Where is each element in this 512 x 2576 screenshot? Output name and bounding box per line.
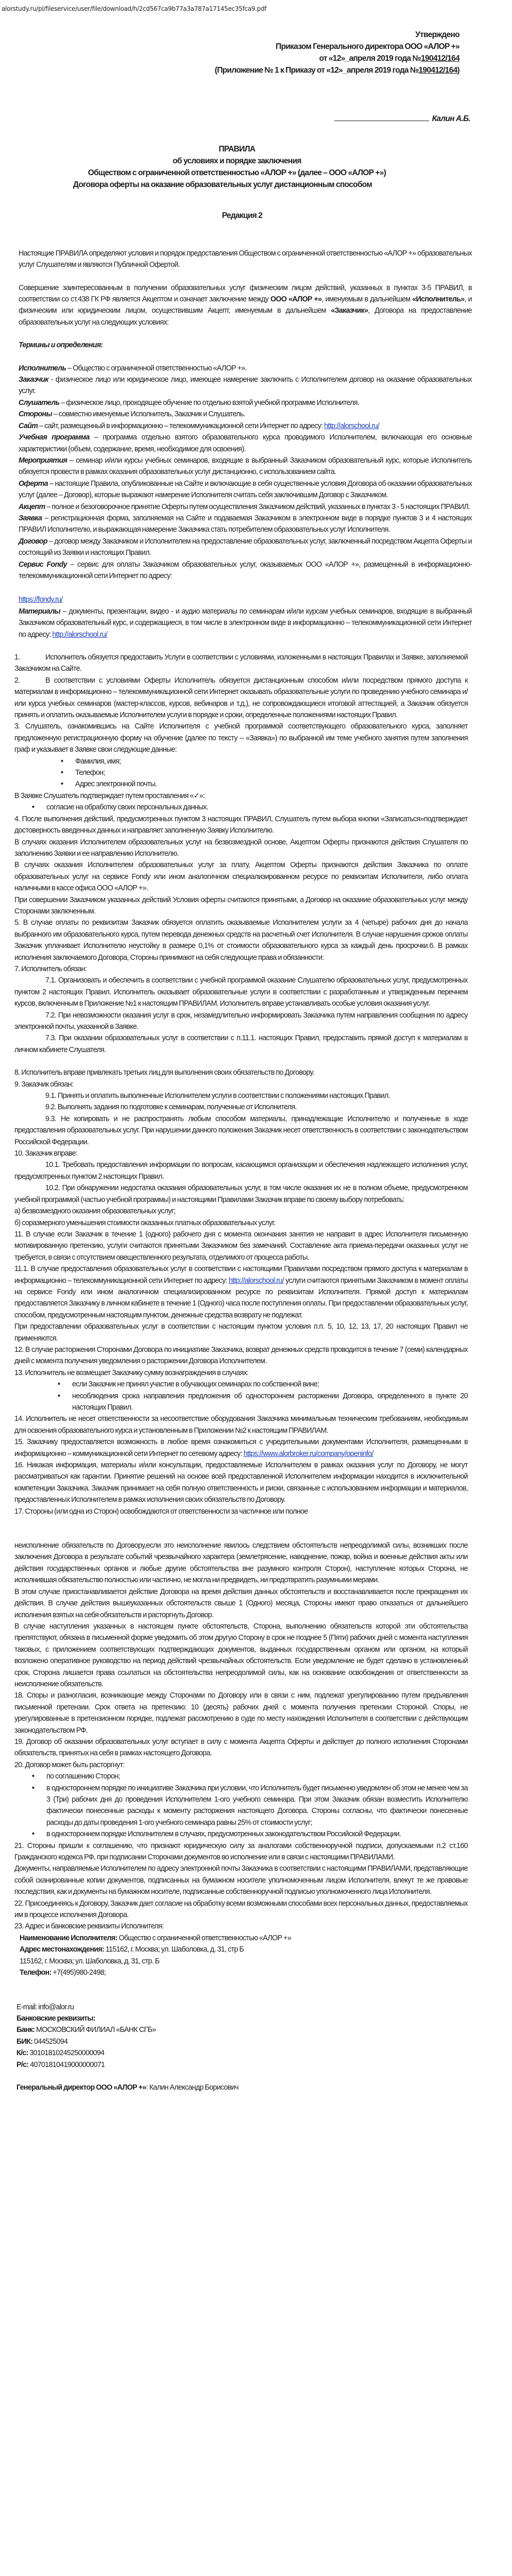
item-11-1: 11.1. В случае предоставления образовательных услуг в соответствии с настоящими Правилами посредством прямого доступа к материалам в информационно – телекоммуникационной сети Интернет по адресу: http://alorschool.ru/ услуги считаются принятыми Заказчиком в момент оплаты на сервисе Fondy или ином аналогичном специализированном ресурсе по реквизитам Исполнителя. Прямой доступ к материалам предоставляется Заказчику в личном кабинете в течение 1 (Одного) часа после поступления оплаты. При предоставлении образовательных услуг, способом, предусмотренным настоящим пунктом, денежные средства возврату не подлежат. [14,1265,468,1319]
requisite-rs: Р/с: 40701810419000000071 [16,2060,105,2069]
item-9-1: 9.1. Принять и оплатить выполненные Исполнителем услуги в соответствии с положениями настоящих Правил. [45,1092,390,1100]
site-link[interactable]: http://alorschool.ru/ [229,1276,284,1285]
list-item: • в одностороннем порядке по инициативе Заказчика при условии, что Исполнитель будет письменно уведомлен об этом не менее чем за 3 (Три) рабочих дня до проведения Исполнителем 1-ого учебного семинара. При этом Заказчик обязан возместить Исполнителю фактически понесенные расходы к моменту расторжения настоящего Договора. Стороны согласны, что фактически понесенные расходы до даты проведения 1-ого учебного семинара равны 25% от стоимости услуг; [46,1783,468,1829]
item-4: 4. После выполнения действий, предусмотренных пунктом 3 настоящих ПРАВИЛ, Слушатель путем выбора кнопки «Записаться»подтверждает достоверность введенных данных и направляет заполненную Заявку Исполнителю. [14,815,468,835]
edition-label: Редакция 2 [221,211,263,221]
item-15: 15. Заказчику предоставляется возможность в любое время ознакомиться с учредительными документами Исполнителя, размещенными в информационно – коммуникационной сети Интернет по сетевому адресу: https://www.alorbroker.ru/company/openinfo/ [14,1438,468,1458]
item-2: 2. В соответствии с условиями Оферты Исполнитель обязуется дистанционным способом и/или посредством прямого доступа к материалам в информационно – телекоммуникационной сети Интернет оказывать образовательные услуги по проведению учебного семинара и/или курса учебных семинаров (мастер-классов, курсов, вебинаров и т.д.), не сопровождающиеся итоговой аттестацией, а Заказчик обязуется принять и оплатить оказываемые Исполнителем услуги в порядке и сроки, определенные положениями настоящих Правил. [14,676,468,720]
item-7: 7. Исполнитель обязан: [14,964,87,973]
bank-block [16,2002,468,2094]
site-link[interactable]: http://alorschool.ru/ [324,421,380,430]
requisites-block [20,1933,468,1979]
item-9: 9. Заказчик обязан: [14,1080,74,1089]
item-5: 5. В случае оплаты по реквизитам Заказчик обязуется оплатить оказываемые Исполнителем услуги за 4 (четыре) рабочих дня до начала выбранного им образовательного курса, путем перевода денежных средств на расчетный счет Исполнителя. В случае нарушения сроков оплаты Заказчик уплачивает Исполнителю неустойку в размере 0,1% от стоимости образовательного курса за каждый день просрочки.6. В рамках исполнения заключаемого Договора, Стороны принимают на себя следующие права и обязанности: [14,919,468,962]
item-23: 23. Адрес и банковские реквизиты Исполнителя: [14,1922,164,1931]
signature-line [0,113,470,125]
signatory-name: Калин А.Б. [432,114,470,123]
page-break [14,1517,468,1540]
list-item: • Телефон; [75,767,468,778]
title-main: ПРАВИЛА [218,145,255,154]
list-item: • в одностороннем порядке Исполнителем в случаях, предусмотренных законодательством Российской Федерации. [46,1828,468,1840]
item-22: 22. Присоединяясь к Договору, Заказчик дает согласие на обработку всеми возможными способами всех персональных данных, предоставляемых им в процессе исполнения Договора. [14,1899,468,1920]
term-item: Заявка – регистрационная форма, заполняемая на Сайте и подаваемая Заказчиком в электронном виде в порядке пунктов 3 и 4 настоящих ПРАВИЛ Исполнителю, и выражающая намерение Заказчика стать потребителем образовательных услуг Исполнителя. [19,514,472,534]
item-10-2: 10.2. При обнаружении недостатка оказания образовательных услуг, в том числе оказания их не в полном объеме, предусмотренном учебной программой (частью учебной программы) и настоящими Правилами Заказчик вправе по своему выбору потребовать: [14,1184,468,1204]
signature-underline [334,113,429,121]
item-4-paid: В случаях оказания Исполнителем образовательных услуг за плату, Акцептом Оферты признаются действия Заказчика по оплате образовательных услуг на сервисе Fondy или ином аналогичном специализированном ресурсе по реквизитам Исполнителя, либо оплата наличными в кассе офиса ООО «АЛОР +». [14,861,468,893]
requisite-name: Наименование Исполнителя: Общество с ограниченной ответственностью «АЛОР +» [20,1934,292,1942]
consent-list [14,802,468,813]
termination-list [14,1771,468,1840]
approval-line-2: Приказом Генерального директора ООО «АЛОР +» [276,42,459,51]
item-10: 10. Заказчик вправе: [14,1149,78,1158]
title-sub-1: об условиях и порядке заключения [173,157,301,166]
intro-paragraph-1: Настоящие ПРАВИЛА определяют условия и порядок предоставления Обществом с ограниченной ответственностью «АЛОР +» образовательных услуг Слушателям и являются Публичной Офертой. [19,249,472,269]
item-4-free: В случаях оказания Исполнителем образовательных услуг на безвозмездной основе, Акцептом Оферты признаются действия Слушателя по заполнению Заявки и ее направлению Исполнителю. [14,838,468,858]
application-fields-list [14,756,468,790]
item-13: 13. Исполнитель не возмещает Заказчику сумму вознаграждения в случаях: [14,1368,249,1377]
item-4-accept: При совершении Заказчиком указанных действий Условия оферты считаются принятыми, а Договор на оказание образовательных услуг между Сторонами заключенным. [14,895,468,916]
term-item: Слушатель – физическое лицо, проходящее обучение по отдельно взятой учебной программе Исполнителя. [19,398,360,407]
item-10-2-b: б) соразмерного уменьшения стоимости оказанных платных образовательных услуг. [14,1218,276,1227]
item-7-1: 7.1. Организовать и обеспечить в соответствии с учебной программой оказание Слушателю образовательных услуг, предусмотренных пунктом 2 настоящих Правил. Исполнитель оказывает образовательные услуги в соответствии с разработанным и утвержденным перечнем курсов, включенным в Приложение №1 к настоящим ПРАВИЛАМ. Исполнитель вправе устанавливать особые условия оказания услуг. [14,976,468,1008]
item-1: 1. Исполнитель обязуется предоставить Услуги в соответствии с условиями, изложенными в настоящих Правилах и Заявке, заполняемой Заказчиком на Сайте. [14,653,468,673]
item-16: 16. Никакая информация, материалы и/или консультации, предоставляемые Исполнителем в рамках оказания услуг по Договору, не могут рассматриваться как гарантии. Принятие решений на основе всей предоставленной Исполнителем информации находится в исключительной компетенции Заказчика. Заказчик принимает на себя полную ответственность и риски, связанные с использованием информации и материалов, предоставленных Исполнителем в рамках исполнения своих обязательств по Договору. [14,1461,468,1504]
director-line: Генеральный директор ООО «АЛОР +»: Калин Александр Борисович [16,2083,238,2092]
page-break [14,1979,468,2002]
term-item: Сервис Fondy – сервис для оплаты Заказчиком образовательных услуг, оказываемых ООО «АЛОР +», размещенный в информационно-телекоммуникационной сети Интернет по адресу: [19,560,472,580]
term-item: Учебная программа – программа отдельно взятого образовательного курса проводимого Исполнителем, включающая его основные характеристики (объем, содержание, время, необходимое для освоения). [19,433,472,453]
term-item: Мероприятия – семинар и/или курсы учебных семинаров, входящие в выбранный Заказчиком образовательный курс, которые Исполнитель обязуется провести в рамках оказания образовательных услуг дистанционно, с использованием сайта. [19,456,472,477]
item-7-3: 7.3. При оказании образовательных услуг в соответствии с п.11.1. настоящих Правил, предоставить прямой доступ к материалам в личном кабинете Слушателя. [14,1034,468,1054]
requisite-address: Адрес местонахождения: 115162, г. Москва; ул. Шаболовка, д. 31, стр Б [20,1945,244,1954]
requisite-ks: К/с: 30101810245250000094 [16,2049,105,2058]
term-item: Оферта – настоящие Правила, опубликованные на Сайте и включающие в себя существенные условия Договора об оказании образовательных услуг (далее – Договор), которые выражают намерение Исполнителя считать себя заключившим Договор с Заказчиком. [19,479,472,500]
list-item: • Фамилия, имя; [75,756,468,767]
item-9-2: 9.2. Выполнять задания по подготовке к семинарам, полученные от Исполнителя. [45,1103,297,1112]
fondy-link[interactable]: https://fondy.ru/ [19,596,63,604]
item-17-notice: В случае наступления указанных в настоящем пункте обстоятельств, Сторона, выполнению обязательств которой эти обстоятельства препятствуют, обязана в письменной форме уведомить об этом другую Сторону в срок не позднее 5 (Пяти) рабочих дней с момента наступления таковых, с приложением соответствующих подтверждающих документов, выданных государственным органом или органом, на который возложено оперативное руководство на период действий чрезвычайных обстоятельств. Если уведомление не будет сделано в установленный срок, Сторона лишается права ссылаться на обстоятельства непреодолимой силы, как на основание освобождения от ответственности за неисполнение обязательств. [14,1622,468,1688]
item-21-docs: Документы, направляемые Исполнителем по адресу электронной почты Заказчика в соответствии с настоящими ПРАВИЛАМИ, представляющие собой сканированные копии документов, подписанных на бумажном носителе уполномоченным лицом Исполнителя, влекут те же правовые последствия, как и документы на бумажном носителе, подписанные собственноручной подписью уполномоченного лица Исполнителя. [14,1865,468,1896]
term-item: Заказчик - физическое лицо или юридическое лицо, имеющее намерение заключить с Исполнителем договор на оказание образовательных услуг. [19,376,472,396]
item-20: 20. Договор может быть расторгнут: [14,1760,125,1769]
term-item: Акцепт – полное и безоговорочное принятие Оферты путем осуществления Заказчиком действий, указанных в пунктах 3 - 5 настоящих ПРАВИЛ. [19,502,470,511]
page-break [19,582,472,594]
item-10-1: 10.1. Требовать предоставления информации по вопросам, касающимся организации и обеспечения надлежащего исполнения услуг, предусмотренных пунктом 2 настоящих Правил. [14,1161,468,1181]
item-19: 19. Договор об оказании образовательных услуг вступает в силу с момента Акцепта Оферты и действует до полного исполнения Сторонами обязательств, принятых на себя в рамках настоящего Договора. [14,1737,468,1758]
list-item: • несоблюдения срока направления предложения об одностороннем расторжении Договора, определенного в пункте 20 настоящих Правил. [72,1391,468,1414]
item-17: 17. Стороны (или одна из Сторон) освобождаются от ответственности за частичное или полное [14,1507,308,1516]
title-sub-2: Обществом с ограниченной ответственностью «АЛОР +» (далее – ООО «АЛОР +») [88,168,386,178]
rules-items [14,652,468,2093]
document-body [0,18,512,2093]
bank-heading: Банковские реквизиты: [16,2014,95,2023]
term-item: Сайт – сайт, размещенный в информационно – телекоммуникационной сети Интернет по адресу: http://alorschool.ru/ [19,421,380,430]
item-12: 12. В случае расторжения Сторонами Договора по инициативе Заказчика, возврат денежных средств проводится в течение 7 (семи) календарных дней с момента получения уведомления о расторжении Договора Исполнителем. [14,1345,468,1366]
title-sub-3: Договора оферты на оказание образовательных услуг дистанционным способом [73,180,372,190]
order-number: 190412/164 [418,66,457,75]
site-link[interactable]: http://alorschool.ru/ [52,630,108,639]
no-refund-list [14,1379,468,1413]
intro-paragraph-2: Совершение заинтересованным в получении образовательных услуг физическим лицом действий, указанных в пунктах 3-5 ПРАВИЛ, в соответствии со ст.438 ГК РФ является Акцептом и означает заключение между ООО «АЛОР +», именуемым в дальнейшем «Исполнитель», и физическим или юридическим лицом, осуществившим Акцепт, именуемым в дальнейшем «Заказчик», Договора на предоставление образовательных услуг на следующих условиях: [19,283,472,327]
pdf-url: alorstudy.ru/pl/fileservice/user/file/download/h/2cd567ca9b77a3a787a17145ec35fca9.pdf [2,5,267,12]
approval-line-3: от «12»_апреля 2019 года №190412/164 [319,54,459,63]
list-item: • если Заказчик не принял участие в обучающих семинарах по собственной вине; [72,1379,468,1390]
list-item: • согласие на обработку своих персональных данных. [46,802,468,813]
requisite-phone: Телефон: +7(495)980-2498; [20,1969,106,1977]
item-17-suspension: В этом случае приостанавливается действие Договора на время действия данных обстоятельств и восстанавливается после прекращения их действия. В случае действия вышеуказанных обстоятельств свыше 1 (Одного) месяца, Стороны имеют право отказаться от дальнейшего исполнения взятых на себя обязательств и расторгнуть Договор. [14,1587,468,1619]
item-9-3: 9.3. Не копировать и не распространять любым способом материалы, принадлежащие Исполнителю и полученные в ходе предоставления образовательных услуг. При нарушении данного положения Заказчик несет ответственность в соответствии с законодательством Российской Федерации. [14,1114,468,1146]
document-title [0,143,474,191]
item-21: 21. Стороны пришли к соглашению, что признают юридическую силу за аналогами собственноручной подписи, допускаемыми п.2 ст.160 Гражданского кодекса РФ, при подписании Сторонами документов во исполнение или в связи с настоящими ПРАВИЛАМИ. [14,1841,468,1862]
list-item: • Адрес электронной почты. [75,778,468,790]
requisite-bik: БИК: 044525094 [16,2037,68,2046]
item-3-confirm: В Заявке Слушатель подтверждает путем проставления «✓»: [14,791,205,800]
requisite-bank: Банк: МОСКОВСКИЙ ФИЛИАЛ «БАНК СГБ» [16,2026,156,2035]
requisite-address-2: 115162, г. Москва; ул. Шаболовка, д. 31, стр. Б [20,1957,160,1965]
term-item: Стороны – совместно именуемые Исполнитель, Заказчик и Слушатель. [19,410,245,419]
item-14: 14. Исполнитель не несет ответственности за несоответствие оборудования Заказчика минимальным техническим требованиям, необходимым для освоения образовательного курса и установленным в Приложении №2 к настоящим ПРАВИЛАМ. [14,1415,468,1435]
item-10-2-a: а) безвозмездного оказания образовательных услуг; [14,1207,176,1216]
requisite-email: E-mail: info@alor.ru [16,2003,74,2011]
openinfo-link[interactable]: https://www.alorbroker.ru/company/openinfo/ [243,1449,373,1458]
order-number: 190412/164 [421,54,459,63]
item-3: 3. Слушатель, ознакомившись на Сайте Исполнителя с учебной программой соответствующего образовательного курса, заполняет предложенную регистрационную форму на обучение (далее по тексту – «Заявка») по выбранной им теме учебного занятия путем заполнения граф и указывает в Заявке свои следующие данные: [14,722,468,754]
item-7-2: 7.2. При невозможности оказания услуг в срок, незамедлительно информировать Заказчика путем направления сообщения по адресу электронной почты, указанной в Заявке. [14,1011,468,1031]
list-item: • по соглашению Сторон; [46,1771,468,1782]
approval-line-1: Утверждено [415,30,459,39]
approval-block [0,18,459,76]
item-8: 8. Исполнитель вправе привлекать третьих лиц для выполнения своих обязательств по Договору. [14,1069,314,1077]
item-11: 11. В случае если Заказчик в течение 1 (одного) рабочего дня с момента окончания занятия не направит в адрес Исполнителя письменную мотивированную претензию, услуги считаются принятыми Заказчиком без замечаний. Составление акта приема-передачи оказанных услуг не требуется, в связи с отсутствием овеществленного результата, отделимого от процесса работы. [14,1230,468,1262]
terms-list [19,363,472,640]
item-18: 18. Споры и разногласия, возникающие между Сторонами по Договору или в связи с ним, подлежат урегулированию путем предъявления письменной претензии. Срок ответа на претензию: 10 (десять) рабочих дней с момента получения претензии Стороной. Споры, не урегулированные в претензионном порядке, подлежат рассмотрению в суде по месту нахождения Исполнителя в соответствии с действующим законодательством РФ. [14,1691,468,1735]
approval-line-4: (Приложение № 1 к Приказу от «12»_апреля 2019 года №190412/164) [214,66,459,75]
term-item: Материалы – документы, презентации, видео - и аудио материалы по семинарам и/или курсам учебных семинаров, входящие в выбранный Заказчиком образовательный курс, и содержащиеся, в том числе в электронном виде в информационно – телекоммуникационной сети Интернет по адресу: http://alorschool.ru/ [19,607,472,639]
term-item: Исполнитель – Общество с ограниченной ответственностью «АЛОР +». [19,364,247,372]
terms-heading: Термины и определения: [19,341,103,350]
item-11-1-note: При предоставлении образовательных услуг в соответствии с настоящим пунктом условия п.п. 5, 10, 12, 13, 17, 20 настоящих Правил не применяются. [14,1323,468,1343]
item-17-cont: неисполнение обязательств по Договору,если это неисполнение явилось следствием обстоятельств непреодолимой силы, возникших после заключения Договора в результате событий чрезвычайного характера (землетрясение, наводнение, пожар, война и военные действия акты или действия государственных органов и любые другие обстоятельства вне разумного контроля Сторон), наступление которых Сторона, не исполнившая обязательство полностью или частично, не могла ни предвидеть, ни предотвратить разумными мерами. [14,1541,468,1585]
fondy-link-line [19,594,472,605]
term-item: Договор – договор между Заказчиком и Исполнителем на предоставление образовательных услуг, заключенный посредством Акцепта Оферты и состоящий из Заявки и настоящих Правил. [19,537,472,557]
